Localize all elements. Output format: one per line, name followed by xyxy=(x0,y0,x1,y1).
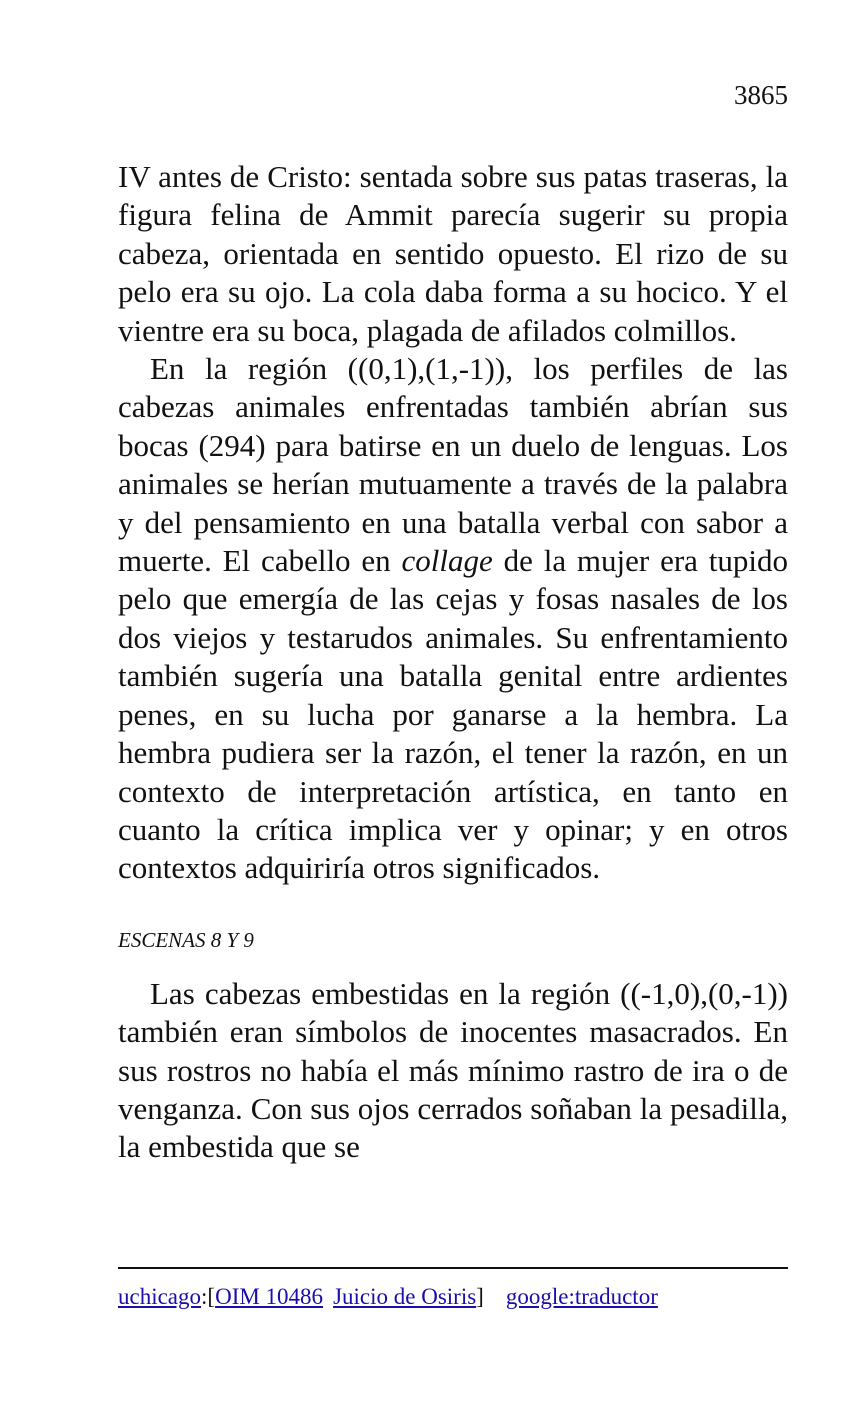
oim-link[interactable]: OIM 10486 xyxy=(215,1284,324,1309)
paragraph-continuation: IV antes de Cristo: sentada sobre sus patas traseras, la figura felina de Ammit parecía sugerir su propia cabeza, orientada en sentido opuesto. El rizo de su pelo era su ojo. La cola daba forma a su hocico. Y el vientre era su boca, plagada de afilados colmillos. xyxy=(118,159,788,348)
google-translator-link[interactable]: google:traductor xyxy=(505,1284,658,1309)
page-body xyxy=(118,158,788,1167)
paragraph-region xyxy=(118,350,788,888)
footer-links xyxy=(118,1284,658,1310)
uchicago-link[interactable]: uchicago xyxy=(118,1284,202,1309)
page-number: 3865 xyxy=(734,80,788,110)
italic-term: collage xyxy=(401,543,493,579)
section-heading: ESCENAS 8 Y 9 xyxy=(118,927,254,952)
bracket-open: :[ xyxy=(201,1284,216,1309)
juicio-de-osiris-link[interactable]: Juicio de Osiris xyxy=(333,1284,477,1309)
paragraph-region-text-start: En la región ((0,1),(1,-1)), los perfiles de las cabezas animales enfrentadas también abrían sus bocas (294) para batirse en un duelo de lenguas. Los animales se herían mutuamente a través de la palabra y del pensamiento en una batalla verbal con sabor a muerte. El cabello en xyxy=(118,351,788,579)
footer-divider xyxy=(118,1267,788,1269)
bracket-close: ] xyxy=(476,1284,484,1309)
paragraph-region-text-end: de la mujer era tupido pelo que emergía de las cejas y fosas nasales de los dos viejos y testarudos animales. Su enfrentamiento también sugería una batalla genital entre ardientes penes, en su lucha por ganarse a la hembra. La hembra pudiera ser la razón, el tener la razón, en un contexto de interpretación artística, en tanto en cuanto la crítica implica ver y opinar; y en otros contextos adquiriría otros significados. xyxy=(118,543,788,886)
paragraph-scenes: Las cabezas embestidas en la región ((-1,0),(0,-1)) también eran símbolos de inocentes masacrados. En sus rostros no había el más mínimo rastro de ira o de venganza. Con sus ojos cerrados soñaban la pesadilla, la embestida que se xyxy=(118,975,788,1165)
